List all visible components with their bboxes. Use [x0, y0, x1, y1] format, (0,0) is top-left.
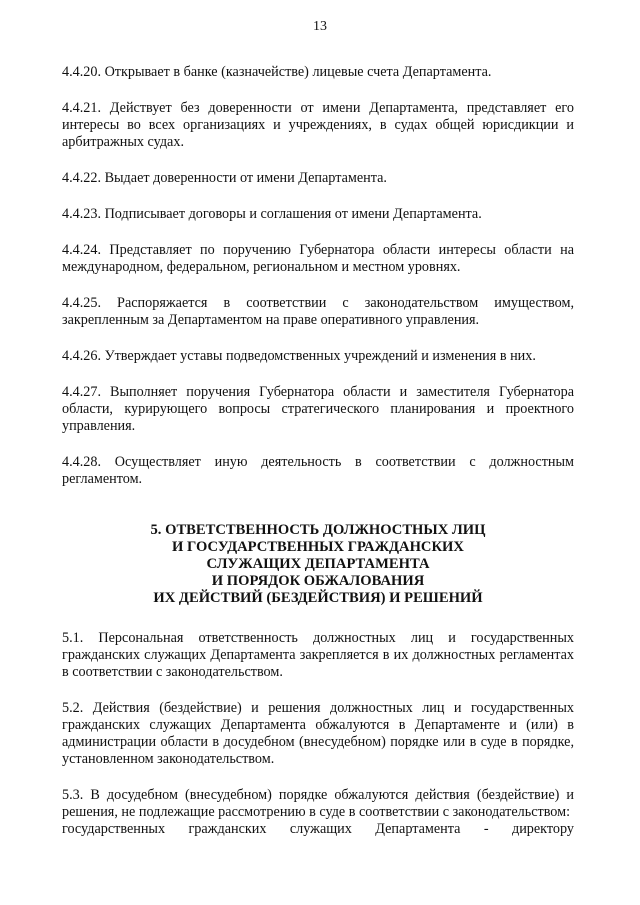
document-body: [62, 64, 574, 857]
heading-line: И ПОРЯДОК ОБЖАЛОВАНИЯ: [211, 573, 425, 589]
paragraph-4-4-24: 4.4.24. Представляет по поручению Губернатора области интересы области на международном, федеральном, региональном и местном уровнях.: [62, 242, 574, 275]
page-number: 13: [313, 19, 327, 34]
heading-line: И ГОСУДАРСТВЕННЫХ ГРАЖДАНСКИХ: [172, 539, 464, 555]
heading-line: СЛУЖАЩИХ ДЕПАРТАМЕНТА: [206, 556, 430, 572]
section-5-heading: [62, 522, 574, 607]
paragraph-5-2: 5.2. Действия (бездействие) и решения должностных лиц и государственных гражданских служащих Департамента обжалуются в Департаменте и (или) в администрации области в досудебном (внесудебном) порядке или в суде в порядке, установленном законодательством.: [62, 700, 574, 767]
paragraph-4-4-25: 4.4.25. Распоряжается в соответствии с законодательством имуществом, закрепленным за Департаментом на праве оперативного управления.: [62, 295, 574, 328]
paragraph-4-4-28: 4.4.28. Осуществляет иную деятельность в соответствии с должностным регламентом.: [62, 454, 574, 487]
paragraph-4-4-23: 4.4.23. Подписывает договоры и соглашения от имени Департамента.: [62, 206, 482, 222]
paragraph-4-4-20: 4.4.20. Открывает в банке (казначействе) лицевые счета Департамента.: [62, 64, 492, 80]
paragraph-4-4-22: 4.4.22. Выдает доверенности от имени Департамента.: [62, 170, 387, 186]
paragraph-5-1: 5.1. Персональная ответственность должностных лиц и государственных гражданских служащих Департамента закрепляется в их должностных регламентах в соответствии с законодательством.: [62, 630, 574, 680]
heading-line: 5. ОТВЕТСТВЕННОСТЬ ДОЛЖНОСТНЫХ ЛИЦ: [150, 522, 486, 538]
heading-line: ИХ ДЕЙСТВИЙ (БЕЗДЕЙСТВИЯ) И РЕШЕНИЙ: [153, 590, 483, 606]
paragraph-5-3: 5.3. В досудебном (внесудебном) порядке обжалуются действия (бездействие) и решения, не подлежащие рассмотрению в суде в соответствии с законодательством:: [62, 787, 574, 820]
paragraph-4-4-26: 4.4.26. Утверждает уставы подведомственных учреждений и изменения в них.: [62, 348, 536, 364]
paragraph-4-4-21: 4.4.21. Действует без доверенности от имени Департамента, представляет его интересы во всех организациях и учреждениях, в судах общей юрисдикции и арбитражных судах.: [62, 100, 574, 150]
paragraph-4-4-27: 4.4.27. Выполняет поручения Губернатора области и заместителя Губернатора области, курирующего вопросы стратегического планирования и проектного управления.: [62, 384, 574, 434]
paragraph-continuation: государственных гражданских служащих Департамента - директору: [62, 821, 574, 837]
